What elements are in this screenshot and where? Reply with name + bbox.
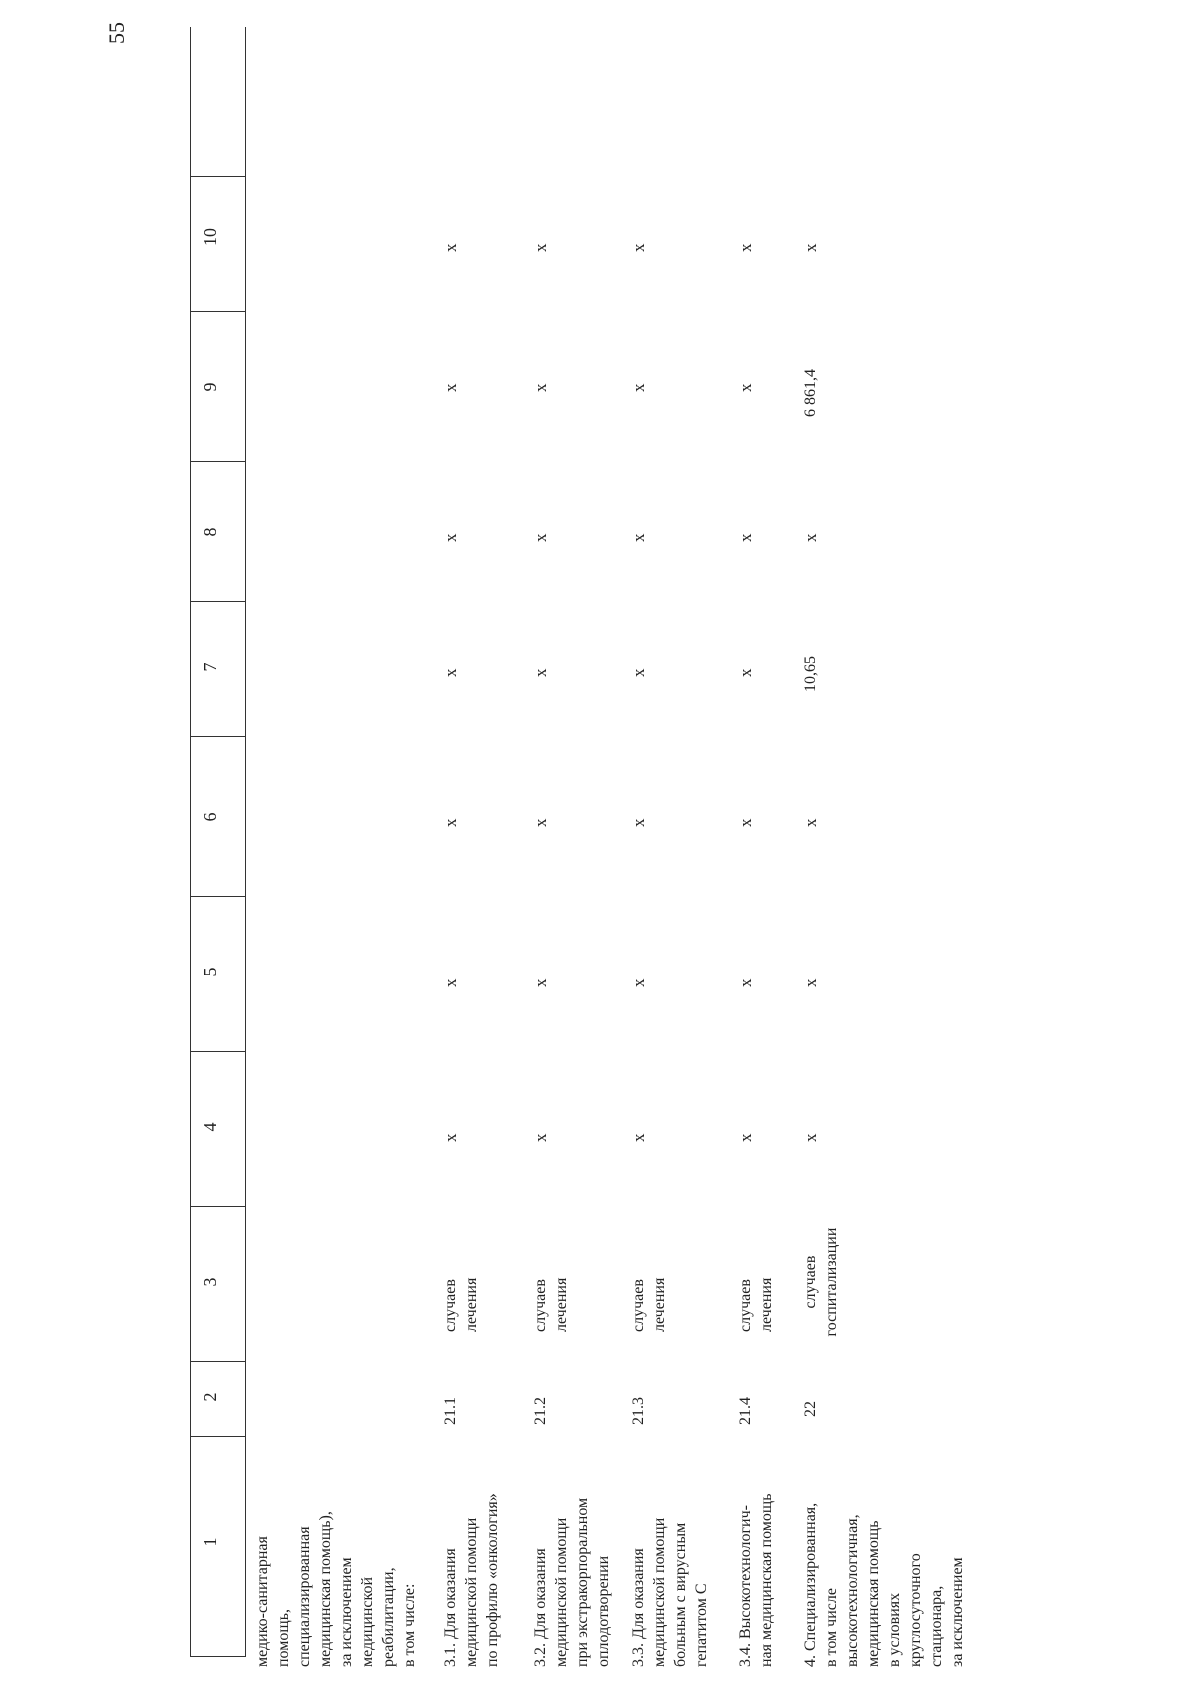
header-separator <box>190 1361 245 1362</box>
column-number: 6 <box>200 812 220 822</box>
header-separator <box>190 461 245 462</box>
value-col8: x <box>629 533 648 542</box>
header-separator <box>190 1656 245 1657</box>
header-separator <box>190 311 245 312</box>
value-col7: x <box>736 668 755 677</box>
column-number: 9 <box>200 382 220 392</box>
row-code: 21.2 <box>532 1397 549 1425</box>
header-separator <box>190 1206 245 1207</box>
value-col10: x <box>441 243 460 252</box>
header-separator <box>190 1051 245 1052</box>
row-description: 4. Специализированная, в том числе высокотехнологичная, медицинская помощь в условиях круглосуточного стационара, за исключением <box>802 1502 966 1667</box>
value-col4: x <box>629 1133 648 1142</box>
row-unit: случаев лечения <box>630 1277 668 1332</box>
value-col9: x <box>531 383 550 392</box>
value-col9: 6 861,4 <box>802 369 819 417</box>
value-col9: x <box>629 383 648 392</box>
header-separator <box>190 176 245 177</box>
value-col7: x <box>629 668 648 677</box>
value-col5: x <box>441 978 460 987</box>
value-col5: x <box>801 978 820 987</box>
row-description: 3.1. Для оказания медицинской помощи по профилю «онкология» <box>442 1493 501 1667</box>
header-top-rule <box>190 27 191 1657</box>
row-description: 3.3. Для оказания медицинской помощи больным с вирусным гепатитом С <box>630 1517 710 1667</box>
value-col5: x <box>736 978 755 987</box>
value-col7: x <box>441 668 460 677</box>
value-col6: x <box>629 818 648 827</box>
column-number: 4 <box>200 1122 220 1132</box>
row-description: 3.4. Высокотехнологич- ная медицинская помощь <box>737 1493 775 1667</box>
header-bottom-rule <box>245 27 246 1657</box>
row-code: 21.4 <box>737 1397 754 1425</box>
row-unit: случаев лечения <box>442 1277 480 1332</box>
value-col8: x <box>736 533 755 542</box>
value-col10: x <box>531 243 550 252</box>
header-separator <box>190 896 245 897</box>
column-number: 2 <box>200 1392 220 1402</box>
row-code: 21.1 <box>442 1397 459 1425</box>
value-col4: x <box>801 1133 820 1142</box>
row-code: 22 <box>802 1401 819 1417</box>
value-col6: x <box>736 818 755 827</box>
value-col8: x <box>531 533 550 542</box>
header-separator <box>190 1436 245 1437</box>
value-col10: x <box>736 243 755 252</box>
row-description: 3.2. Для оказания медицинской помощи при экстракорпоральном оплодотворении <box>532 1497 612 1667</box>
row-code: 21.3 <box>630 1397 647 1425</box>
page-number: 55 <box>104 22 129 44</box>
column-number: 7 <box>200 662 220 672</box>
column-number: 8 <box>200 527 220 537</box>
value-col9: x <box>441 383 460 392</box>
value-col7: 10,65 <box>802 656 819 692</box>
value-col5: x <box>531 978 550 987</box>
value-col10: x <box>629 243 648 252</box>
row-unit: случаев лечения <box>532 1277 570 1332</box>
column-number: 3 <box>200 1277 220 1287</box>
header-separator <box>190 736 245 737</box>
value-col9: x <box>736 383 755 392</box>
value-col5: x <box>629 978 648 987</box>
header-separator <box>190 601 245 602</box>
column-number: 10 <box>200 228 220 246</box>
value-col6: x <box>531 818 550 827</box>
value-col4: x <box>736 1133 755 1142</box>
value-col4: x <box>441 1133 460 1142</box>
row-description: медико-санитарная помощь, специализированная медицинская помощь), за исключением медицинской реабилитации, в том числе: <box>254 1511 418 1667</box>
value-col4: x <box>531 1133 550 1142</box>
value-col8: x <box>441 533 460 542</box>
value-col6: x <box>441 818 460 827</box>
value-col7: x <box>531 668 550 677</box>
value-col6: x <box>801 818 820 827</box>
column-number: 1 <box>200 1537 220 1547</box>
value-col8: x <box>801 533 820 542</box>
column-number: 5 <box>200 967 220 977</box>
value-col10: x <box>801 243 820 252</box>
row-unit: случаев госпитализации <box>802 1227 840 1337</box>
row-unit: случаев лечения <box>737 1277 775 1332</box>
